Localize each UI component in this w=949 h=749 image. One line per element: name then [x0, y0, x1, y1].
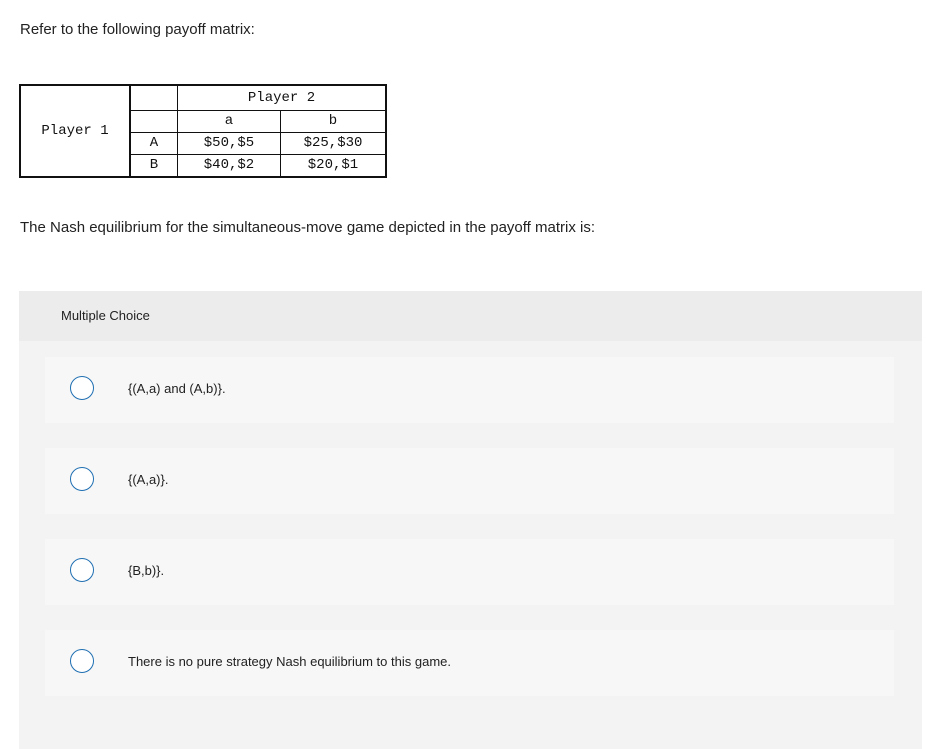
answer-option-3[interactable] [45, 539, 894, 605]
answer-option-label: {(A,a) and (A,b)}. [128, 381, 226, 396]
row-strategy-B: B [130, 155, 178, 178]
col-strategy-a: a [178, 111, 281, 133]
radio-button-icon[interactable] [70, 649, 94, 673]
answer-option-4[interactable] [45, 630, 894, 696]
player1-label: Player 1 [20, 85, 130, 177]
payoff-cell-Ab: $25,$30 [281, 133, 387, 155]
row-strategy-A: A [130, 133, 178, 155]
payoff-matrix [19, 84, 387, 178]
empty-header-cell [130, 85, 178, 111]
payoff-cell-Aa: $50,$5 [178, 133, 281, 155]
radio-button-icon[interactable] [70, 467, 94, 491]
col-strategy-b: b [281, 111, 387, 133]
multiple-choice-title: Multiple Choice [61, 308, 150, 323]
answer-option-label: {B,b)}. [128, 563, 165, 578]
multiple-choice-header [19, 291, 922, 341]
radio-button-icon[interactable] [70, 558, 94, 582]
answer-option-label: There is no pure strategy Nash equilibrium to this game. [128, 654, 451, 669]
answer-option-2[interactable] [45, 448, 894, 514]
payoff-cell-Bb: $20,$1 [281, 155, 387, 178]
question-prompt: Refer to the following payoff matrix: [20, 21, 255, 38]
answer-option-1[interactable] [45, 357, 894, 423]
payoff-cell-Ba: $40,$2 [178, 155, 281, 178]
multiple-choice-panel [19, 291, 922, 749]
player2-label: Player 2 [178, 85, 387, 111]
question-stem: The Nash equilibrium for the simultaneous-move game depicted in the payoff matrix is: [20, 219, 596, 236]
empty-strategy-cell [130, 111, 178, 133]
radio-button-icon[interactable] [70, 376, 94, 400]
answer-option-label: {(A,a)}. [128, 472, 169, 487]
